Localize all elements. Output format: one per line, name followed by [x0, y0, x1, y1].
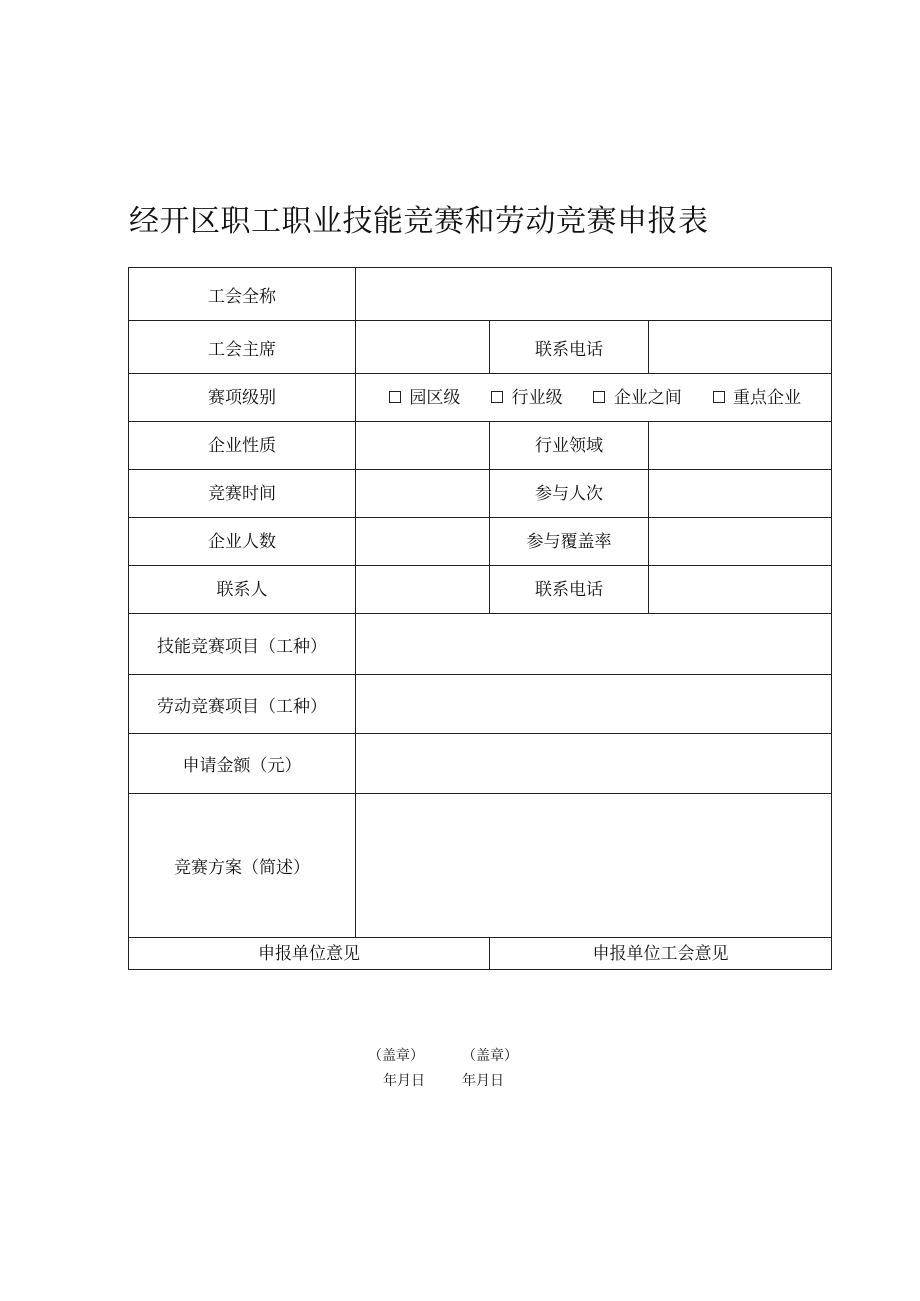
- contact-person-field[interactable]: [356, 566, 490, 614]
- plan-field[interactable]: [356, 794, 832, 938]
- union-opinion-label: 申报单位工会意见: [592, 943, 729, 964]
- participants-label-cell: [490, 470, 649, 518]
- contact-person-label-cell: [129, 566, 356, 614]
- union-chair-field[interactable]: [356, 321, 490, 374]
- amount-field[interactable]: [356, 734, 832, 794]
- contact-phone2-label-cell: [490, 566, 649, 614]
- row-competition-time: [129, 470, 832, 518]
- level-option-label: 园区级: [409, 387, 461, 408]
- contact-person-label: 联系人: [216, 579, 268, 600]
- level-option-label: 重点企业: [733, 387, 802, 408]
- plan-label: 竞赛方案（简述）: [129, 794, 356, 938]
- checkbox-icon[interactable]: [491, 391, 503, 403]
- competition-time-field[interactable]: [356, 470, 490, 518]
- row-skill-items: [129, 614, 832, 675]
- contact-phone-label: 联系电话: [490, 321, 649, 374]
- industry-field-field[interactable]: [649, 422, 832, 470]
- row-opinions: [129, 938, 832, 970]
- unit-signature-block: [368, 1046, 425, 1091]
- level-option-label: 行业级: [511, 387, 563, 408]
- competition-time-label-cell: [129, 470, 356, 518]
- row-union-name: [129, 268, 832, 321]
- skill-items-label: 技能竞赛项目（工种）: [129, 614, 356, 675]
- employee-count-field[interactable]: [356, 518, 490, 566]
- union-seal-text: （盖章）: [462, 1048, 518, 1064]
- union-opinion-cell: [490, 938, 832, 970]
- checkbox-icon[interactable]: [593, 391, 605, 403]
- unit-opinion-label: 申报单位意见: [258, 943, 360, 964]
- row-employee-count: [129, 518, 832, 566]
- checkbox-icon[interactable]: [713, 391, 725, 403]
- union-chair-label: 工会主席: [129, 321, 356, 374]
- labor-items-field[interactable]: [356, 675, 832, 734]
- page-title: 经开区职工职业技能竞赛和劳动竞赛申报表: [129, 204, 709, 239]
- competition-level-options: [356, 388, 831, 408]
- coverage-rate-label: 参与覆盖率: [526, 531, 612, 552]
- labor-items-label: 劳动竞赛项目（工种）: [129, 675, 356, 734]
- row-amount: [129, 734, 832, 794]
- skill-items-field[interactable]: [356, 614, 832, 675]
- unit-opinion-cell: [129, 938, 490, 970]
- participants-field[interactable]: [649, 470, 832, 518]
- contact-phone2-field[interactable]: [649, 566, 832, 614]
- competition-level-label: 赛项级别: [208, 387, 276, 408]
- row-plan: [129, 794, 832, 938]
- enterprise-nature-label: 企业性质: [208, 435, 276, 456]
- industry-field-label: 行业领域: [535, 435, 603, 456]
- row-competition-level: [129, 374, 832, 422]
- coverage-rate-label-cell: [490, 518, 649, 566]
- enterprise-nature-field[interactable]: [356, 422, 490, 470]
- unit-date-text: 年月日: [383, 1073, 425, 1089]
- industry-field-label-cell: [490, 422, 649, 470]
- employee-count-label-cell: [129, 518, 356, 566]
- level-option-park[interactable]: [389, 388, 460, 408]
- row-union-chair: [129, 321, 832, 374]
- application-form-table: [128, 267, 832, 970]
- level-option-label: 企业之间: [613, 387, 682, 408]
- union-name-field[interactable]: [356, 268, 832, 321]
- coverage-rate-field[interactable]: [649, 518, 832, 566]
- union-date-text: 年月日: [462, 1073, 504, 1089]
- contact-phone2-label: 联系电话: [535, 579, 603, 600]
- participants-label: 参与人次: [535, 483, 603, 504]
- enterprise-nature-label-cell: [129, 422, 356, 470]
- level-option-key-enterprise[interactable]: [713, 388, 801, 408]
- competition-level-label-cell: [129, 374, 356, 422]
- level-option-inter-enterprise[interactable]: [593, 388, 681, 408]
- employee-count-label: 企业人数: [208, 531, 276, 552]
- row-enterprise-nature: [129, 422, 832, 470]
- row-contact-person: [129, 566, 832, 614]
- row-labor-items: [129, 675, 832, 734]
- level-option-industry[interactable]: [491, 388, 562, 408]
- amount-label: 申请金额（元）: [129, 734, 356, 794]
- union-signature-block: [462, 1046, 518, 1091]
- unit-seal-text: （盖章）: [368, 1048, 424, 1064]
- contact-phone-field[interactable]: [649, 321, 832, 374]
- competition-level-options-cell: [356, 374, 832, 422]
- union-name-label: 工会全称: [129, 268, 356, 321]
- competition-time-label: 竞赛时间: [208, 483, 276, 504]
- checkbox-icon[interactable]: [389, 391, 401, 403]
